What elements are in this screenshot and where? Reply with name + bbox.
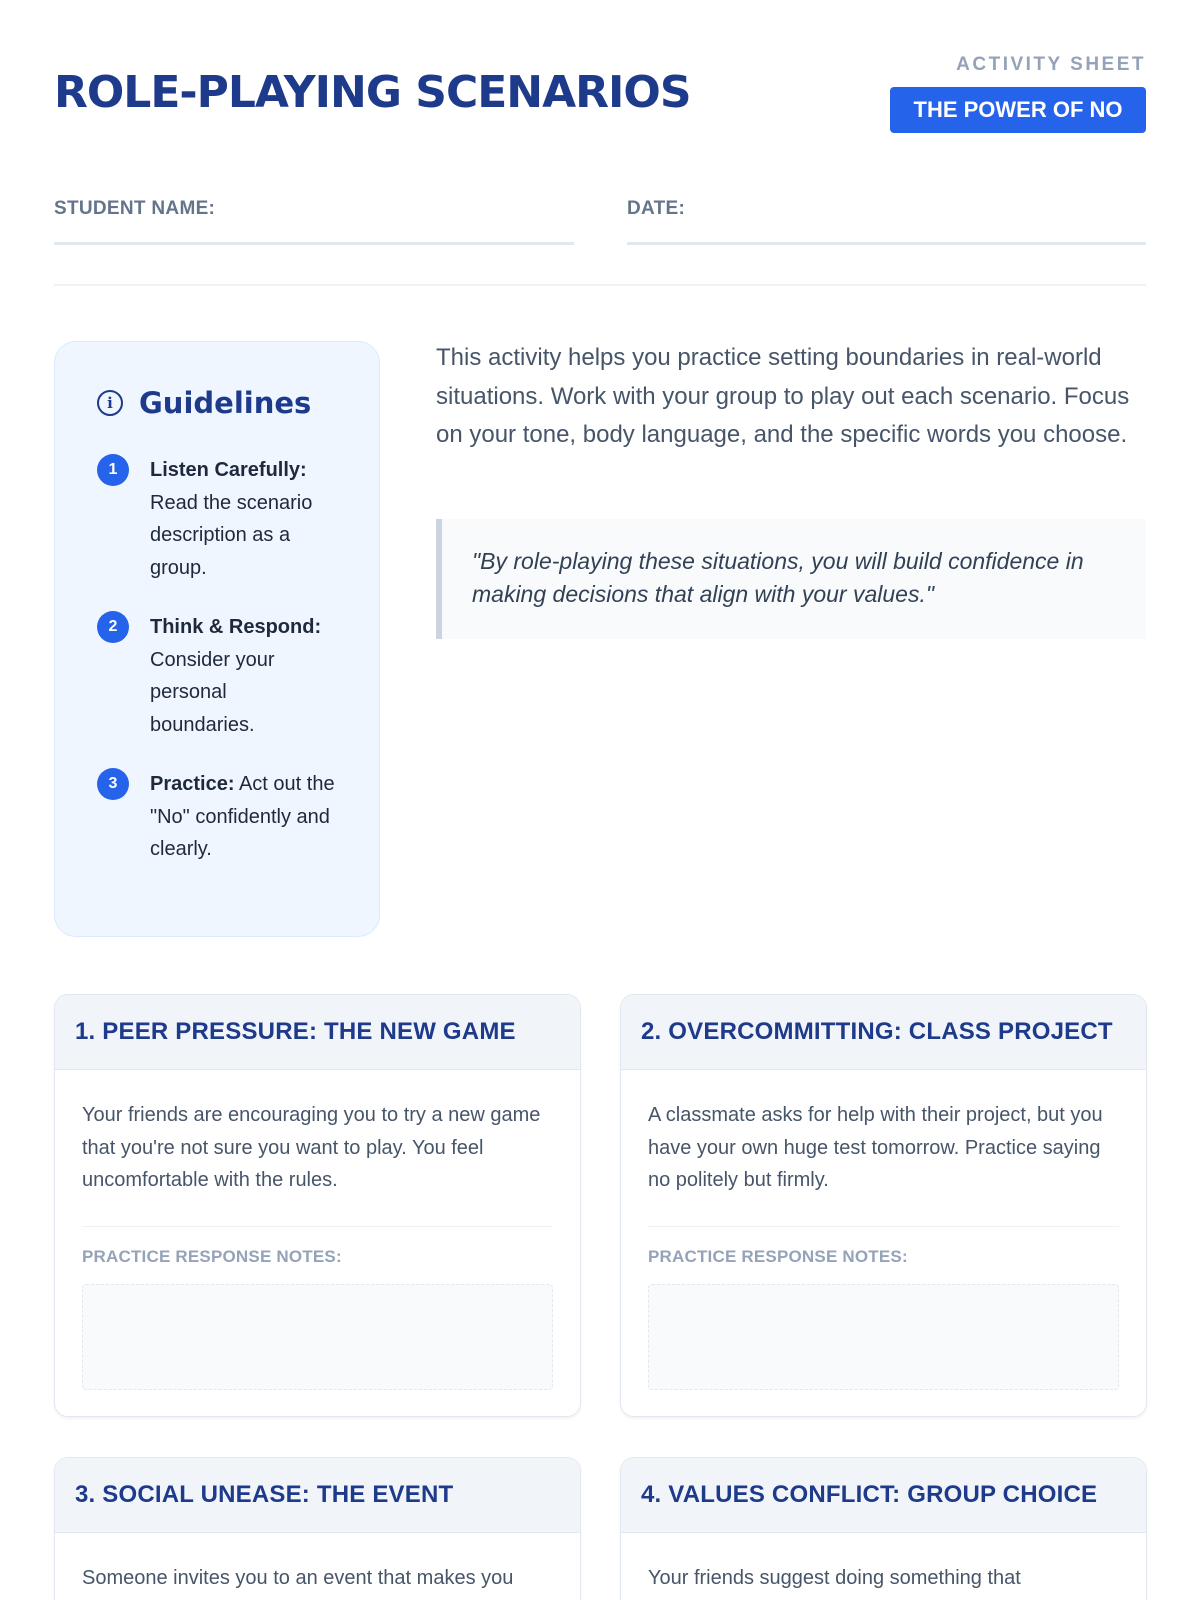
scenario-description: A classmate asks for help with their project, but you have your own huge test tomorrow. Practice saying no politely but firmly.: [648, 1104, 1103, 1191]
scenario-title: 1. PEER PRESSURE: THE NEW GAME: [55, 995, 580, 1070]
topic-badge: THE POWER OF NO: [890, 87, 1146, 133]
info-icon: i: [97, 390, 123, 416]
scenario-description: Your friends are encouraging you to try a new game that you're not sure you want to play. You feel uncomfortable with the rules.: [82, 1104, 541, 1191]
activity-sheet: [54, 0, 1146, 1600]
guideline-title: Think & Respond:: [150, 616, 322, 638]
intro-text: This activity helps you practice setting boundaries in real-world situations. Work with your group to play out each scenario. Focus on your tone, body language, and the specific words you choose.: [436, 344, 1130, 448]
response-notes-area[interactable]: [648, 1284, 1119, 1390]
guideline-text: [150, 768, 335, 866]
guidelines-title: Guidelines: [139, 386, 312, 420]
guideline-description: Consider your personal boundaries.: [150, 648, 275, 736]
notes-label: PRACTICE RESPONSE NOTES:: [648, 1247, 908, 1266]
guideline-text: [150, 454, 335, 584]
guideline-description: Read the scenario description as a group.: [150, 491, 313, 579]
page-title: ROLE-PLAYING SCENARIOS: [54, 67, 691, 118]
quote-block: "By role-playing these situations, you will build confidence in making decisions that align with your values.": [436, 519, 1146, 639]
scenario-title: 3. SOCIAL UNEASE: THE EVENT: [55, 1458, 580, 1533]
step-number-badge: 3: [97, 768, 129, 800]
date-field[interactable]: [627, 198, 1146, 245]
notes-label: PRACTICE RESPONSE NOTES:: [82, 1247, 342, 1266]
sheet-label: ACTIVITY SHEET: [956, 54, 1146, 75]
step-number-badge: 1: [97, 454, 129, 486]
step-number-badge: 2: [97, 611, 129, 643]
scenario-card: [620, 1457, 1147, 1600]
scenario-title: 2. OVERCOMMITTING: CLASS PROJECT: [621, 995, 1146, 1070]
response-notes-area[interactable]: [82, 1284, 553, 1390]
scenario-card: [54, 994, 581, 1417]
card-divider: [648, 1226, 1119, 1228]
guideline-title: Practice:: [150, 773, 235, 795]
guideline-title: Listen Carefully:: [150, 459, 307, 481]
guideline-text: [150, 611, 335, 741]
student-name-label: STUDENT NAME:: [54, 198, 216, 219]
card-divider: [82, 1226, 553, 1228]
guidelines-header: [97, 386, 311, 420]
scenario-title: 4. VALUES CONFLICT: GROUP CHOICE: [621, 1458, 1146, 1533]
date-label: DATE:: [627, 198, 686, 219]
guidelines-panel: [54, 341, 380, 937]
student-name-field[interactable]: [54, 198, 574, 245]
header-divider: [54, 284, 1146, 286]
guideline-description: Act out the "No" confidently and clearly.: [150, 773, 335, 860]
scenario-card: [54, 1457, 581, 1600]
scenario-description: Your friends suggest doing something that: [648, 1567, 1021, 1589]
scenario-card: [620, 994, 1147, 1417]
scenario-description: Someone invites you to an event that makes you: [82, 1567, 514, 1589]
